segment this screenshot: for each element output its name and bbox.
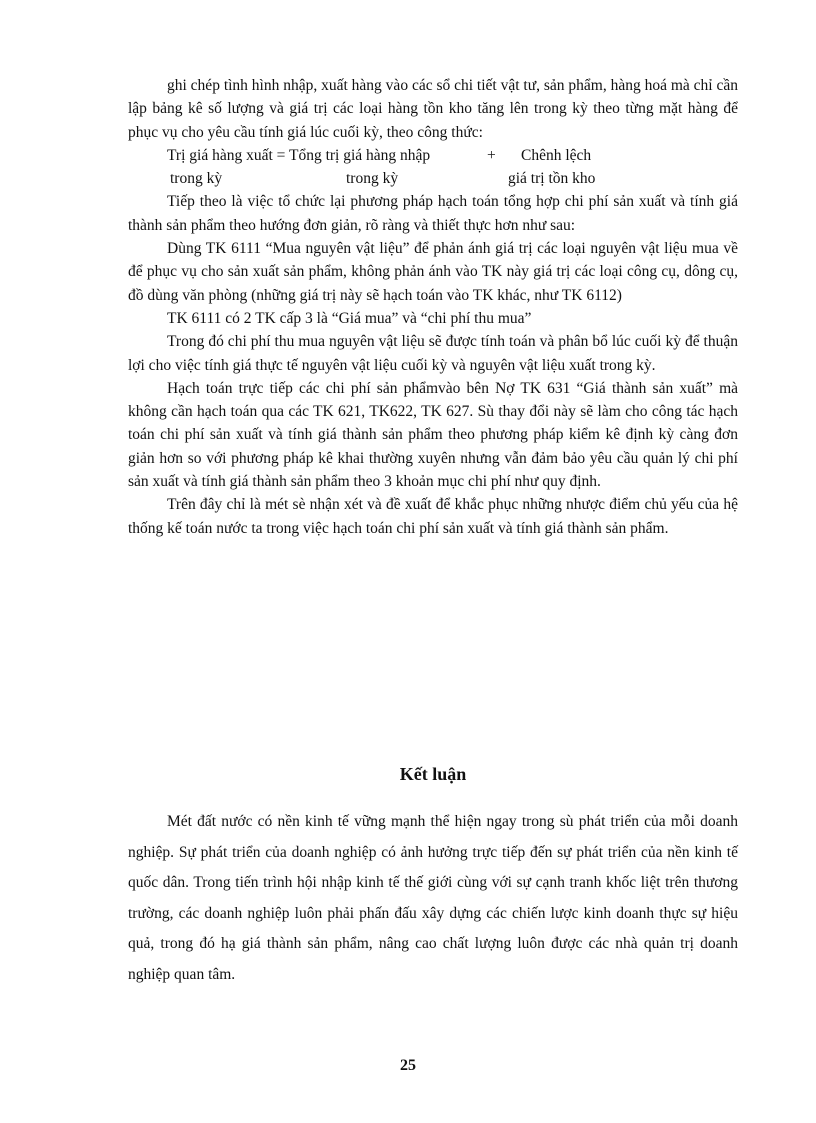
section-title: Kết luận <box>399 764 467 784</box>
paragraph: Trong đó chi phí thu mua nguyên vật liệu sẽ được tính toán và phân bổ lúc cuối kỳ để thuận lợi cho việc tính giá thực tế nguyên vật liệu cuối kỳ và nguyên vật liệu xuất trong kỳ. <box>128 333 738 374</box>
formula-sub-1: trong kỳ <box>170 170 223 188</box>
paragraph: TK 6111 có 2 TK cấp 3 là “Giá mua” và “chi phí thu mua” <box>167 309 532 327</box>
body-text <box>128 74 738 540</box>
formula-sub-2: trong kỳ <box>346 170 399 188</box>
conclusion-section <box>128 764 738 990</box>
paragraph: Tiếp theo là việc tổ chức lại phương pháp hạch toán tổng hợp chi phí sản xuất và tính giá thành sản phẩm theo hướng đơn giản, rõ ràng và thiết thực hơn như sau: <box>128 193 738 234</box>
conclusion-paragraph: Mét đất nước có nền kinh tế vững mạnh thể hiện ngay trong sù phát triển của mỗi doanh nghiệp. Sự phát triển của doanh nghiệp có ảnh hưởng trực tiếp đến sự phát triển của nền kinh tế quốc dân. Trong tiến trình hội nhập kinh tế thế giới cùng với sự cạnh tranh khốc liệt trên thương trường, các doanh nghiệp luôn phải phấn đấu xây dựng các chiến lược kinh doanh thực sự hiệu quả, trong đó hạ giá thành sản phẩm, nâng cao chất lượng luôn được các nhà quản trị doanh nghiệp quan tâm. <box>128 813 738 983</box>
formula-term-1: Trị giá hàng xuất = Tổng trị giá hàng nhập <box>167 146 431 164</box>
formula-line-2 <box>128 167 738 190</box>
formula-line-1 <box>128 144 738 167</box>
paragraph: Trên đây chỉ là mét sè nhận xét và đề xuất để khắc phục những nhược điểm chủ yếu của hệ thống kế toán nước ta trong việc hạch toán chi phí sản xuất và tính giá thành sản phẩm. <box>128 496 738 537</box>
formula-term-2: Chênh lệch <box>521 146 592 164</box>
formula-plus: + <box>487 146 496 164</box>
paragraph: Dùng TK 6111 “Mua nguyên vật liệu” để phản ánh giá trị các loại nguyên vật liệu mua về để phục vụ cho sản xuất sản phẩm, không phản ánh vào TK này giá trị các loại công cụ, dông cụ, đồ dùng văn phòng (những giá trị này sẽ hạch toán vào TK khác, như TK 6112) <box>128 240 738 304</box>
paragraph-continuation: ghi chép tình hình nhập, xuất hàng vào các sổ chi tiết vật tư, sản phẩm, hàng hoá mà chỉ cần lập bảng kê số lượng và giá trị các loại hàng tồn kho tăng lên trong kỳ theo từng mặt hàng để phục vụ cho yêu cầu tính giá lúc cuối kỳ, theo công thức: <box>128 77 738 141</box>
formula-sub-3: giá trị tồn kho <box>508 170 596 188</box>
paragraph: Hạch toán trực tiếp các chi phí sản phẩmvào bên Nợ TK 631 “Giá thành sản xuất” mà không cần hạch toán qua các TK 621, TK622, TK 627. Sù thay đổi này sẽ làm cho công tác hạch toán chi phí sản xuất và tính giá thành sản phẩm theo phương pháp kiểm kê định kỳ càng đơn giản hơn so với phương pháp kê khai thường xuyên nhưng vẫn đảm bảo yêu cầu quản lý chi phí sản xuất và tính giá thành sản phẩm theo 3 khoản mục chi phí như quy định. <box>128 379 738 491</box>
page-number: 25 <box>400 1057 416 1074</box>
